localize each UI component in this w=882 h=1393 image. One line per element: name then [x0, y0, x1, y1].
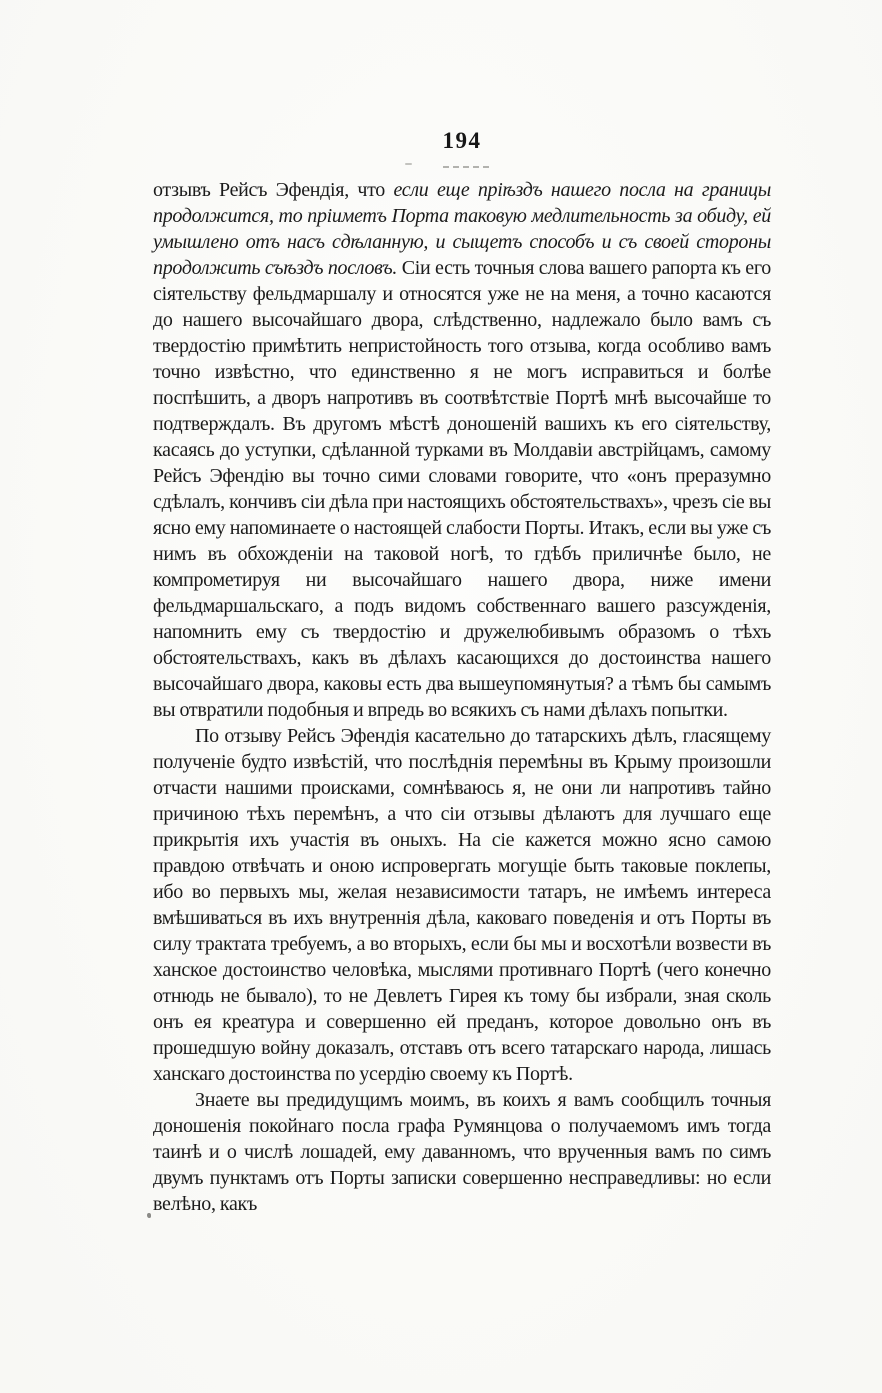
- ink-dot-artifact: [147, 1213, 151, 1218]
- page-number-dot-artifact: [405, 163, 412, 165]
- paragraph-tatar-affairs: [153, 723, 771, 1087]
- page-number-smudge-artifact: [443, 166, 489, 168]
- text-run: Сіи есть точныя слова вашего рапорта къ его сіятельству фельдмаршалу и относятся уже не на меня, а точно касаются до нашего высочайшаго двора, слѣдственно, надлежало было вамъ съ твердостію примѣтить непристойность того отзыва, когда особливо вамъ точно извѣстно, что единственно я не могъ исправиться и болѣе поспѣшить, а дворъ напротивъ въ соотвѣтствіе Портѣ мнѣ высочайше то подтверждалъ. Въ другомъ мѣстѣ доношеній вашихъ къ его сіятельству, касаясь до уступки, сдѣланной турками въ Молдавіи австрійцамъ, самому Рейсъ Эфендію вы точно сими словами говорите, что «онъ преразумно сдѣлалъ, кончивъ сіи дѣла при настоящихъ обстоятельствахъ», чрезъ сіе вы ясно ему напоминаете о настоящей слабости Порты. Итакъ, если вы уже съ нимъ въ обхожденіи на таковой ногѣ, то гдѣбъ приличнѣе было, не компрометируя ни высочайшаго нашего двора, ниже имени фельдмаршальскаго, а подъ видомъ собственнаго вашего разсужденія, напомнить ему съ твердостію и дружелюбивымъ образомъ о тѣхъ обстоятельствахъ, какъ въ дѣлахъ касающихся до достоинства нашего высочайшаго двора, каковы есть два вышеупомянутыя? а тѣмъ бы самымъ вы отвратили подобныя и впредь во всякихъ съ нами дѣлахъ попытки.: [153, 257, 771, 721]
- text-run: отзывъ Рейсъ Эфендія, что: [153, 179, 394, 201]
- paragraph-rumyantsov: [153, 1087, 771, 1217]
- paragraph-continuation: [153, 177, 771, 723]
- page-number: 194: [442, 128, 482, 153]
- text-run: По отзыву Рейсъ Эфендія касательно до татарскихъ дѣлъ, гласящему полученіе будто извѣстій, что послѣднія перемѣны въ Крыму произошли отчасти нашими происками, сомнѣваюсь я, не они ли напротивъ тайно причиною тѣхъ перемѣнъ, а что сіи отзывы дѣлаютъ для лучшаго еще прикрытія ихъ участія въ оныхъ. На сіе кажется можно ясно самою правдою отвѣчать и оною испровергать могущіе быть таковые поклепы, ибо во первыхъ мы, желая независимости татаръ, не имѣемъ интереса вмѣшиваться въ ихъ внутреннія дѣла, каковаго поведенія и отъ Порты въ силу трактата требуемъ, а во вторыхъ, если бы мы и восхотѣли возвести въ ханское достоинство человѣка, мыслями противнаго Портѣ (чего конечно отнюдь не бывало), то не Девлетъ Гирея къ тому бы избрали, зная сколь онъ ея креатура и совершенно ей преданъ, которое довольно онъ въ прошедшую войну доказалъ, отставъ отъ всего татарскаго народа, лишась ханскаго достоинства по усердію своему къ Портѣ.: [153, 725, 771, 1085]
- text-run-italic-quote: если еще пріѣздъ нашего посла на границы продолжится, то пріиметъ Порта таковую медлительность за обиду, ей умышлено отъ насъ сдѣланную, и сыщетъ способъ и съ своей стороны продолжить съѣздъ пословъ.: [153, 179, 771, 279]
- text-block: [153, 177, 771, 1217]
- text-run: Знаете вы предидущимъ моимъ, въ коихъ я вамъ сообщилъ точныя доношенія покойнаго посла графа Румянцова о получаемомъ имъ тогда таинѣ и о числѣ лошадей, ему даванномъ, что врученныя вамъ по симъ двумъ пунктамъ отъ Порты записки совершенно несправедливы: но если велѣно, какъ: [153, 1089, 771, 1215]
